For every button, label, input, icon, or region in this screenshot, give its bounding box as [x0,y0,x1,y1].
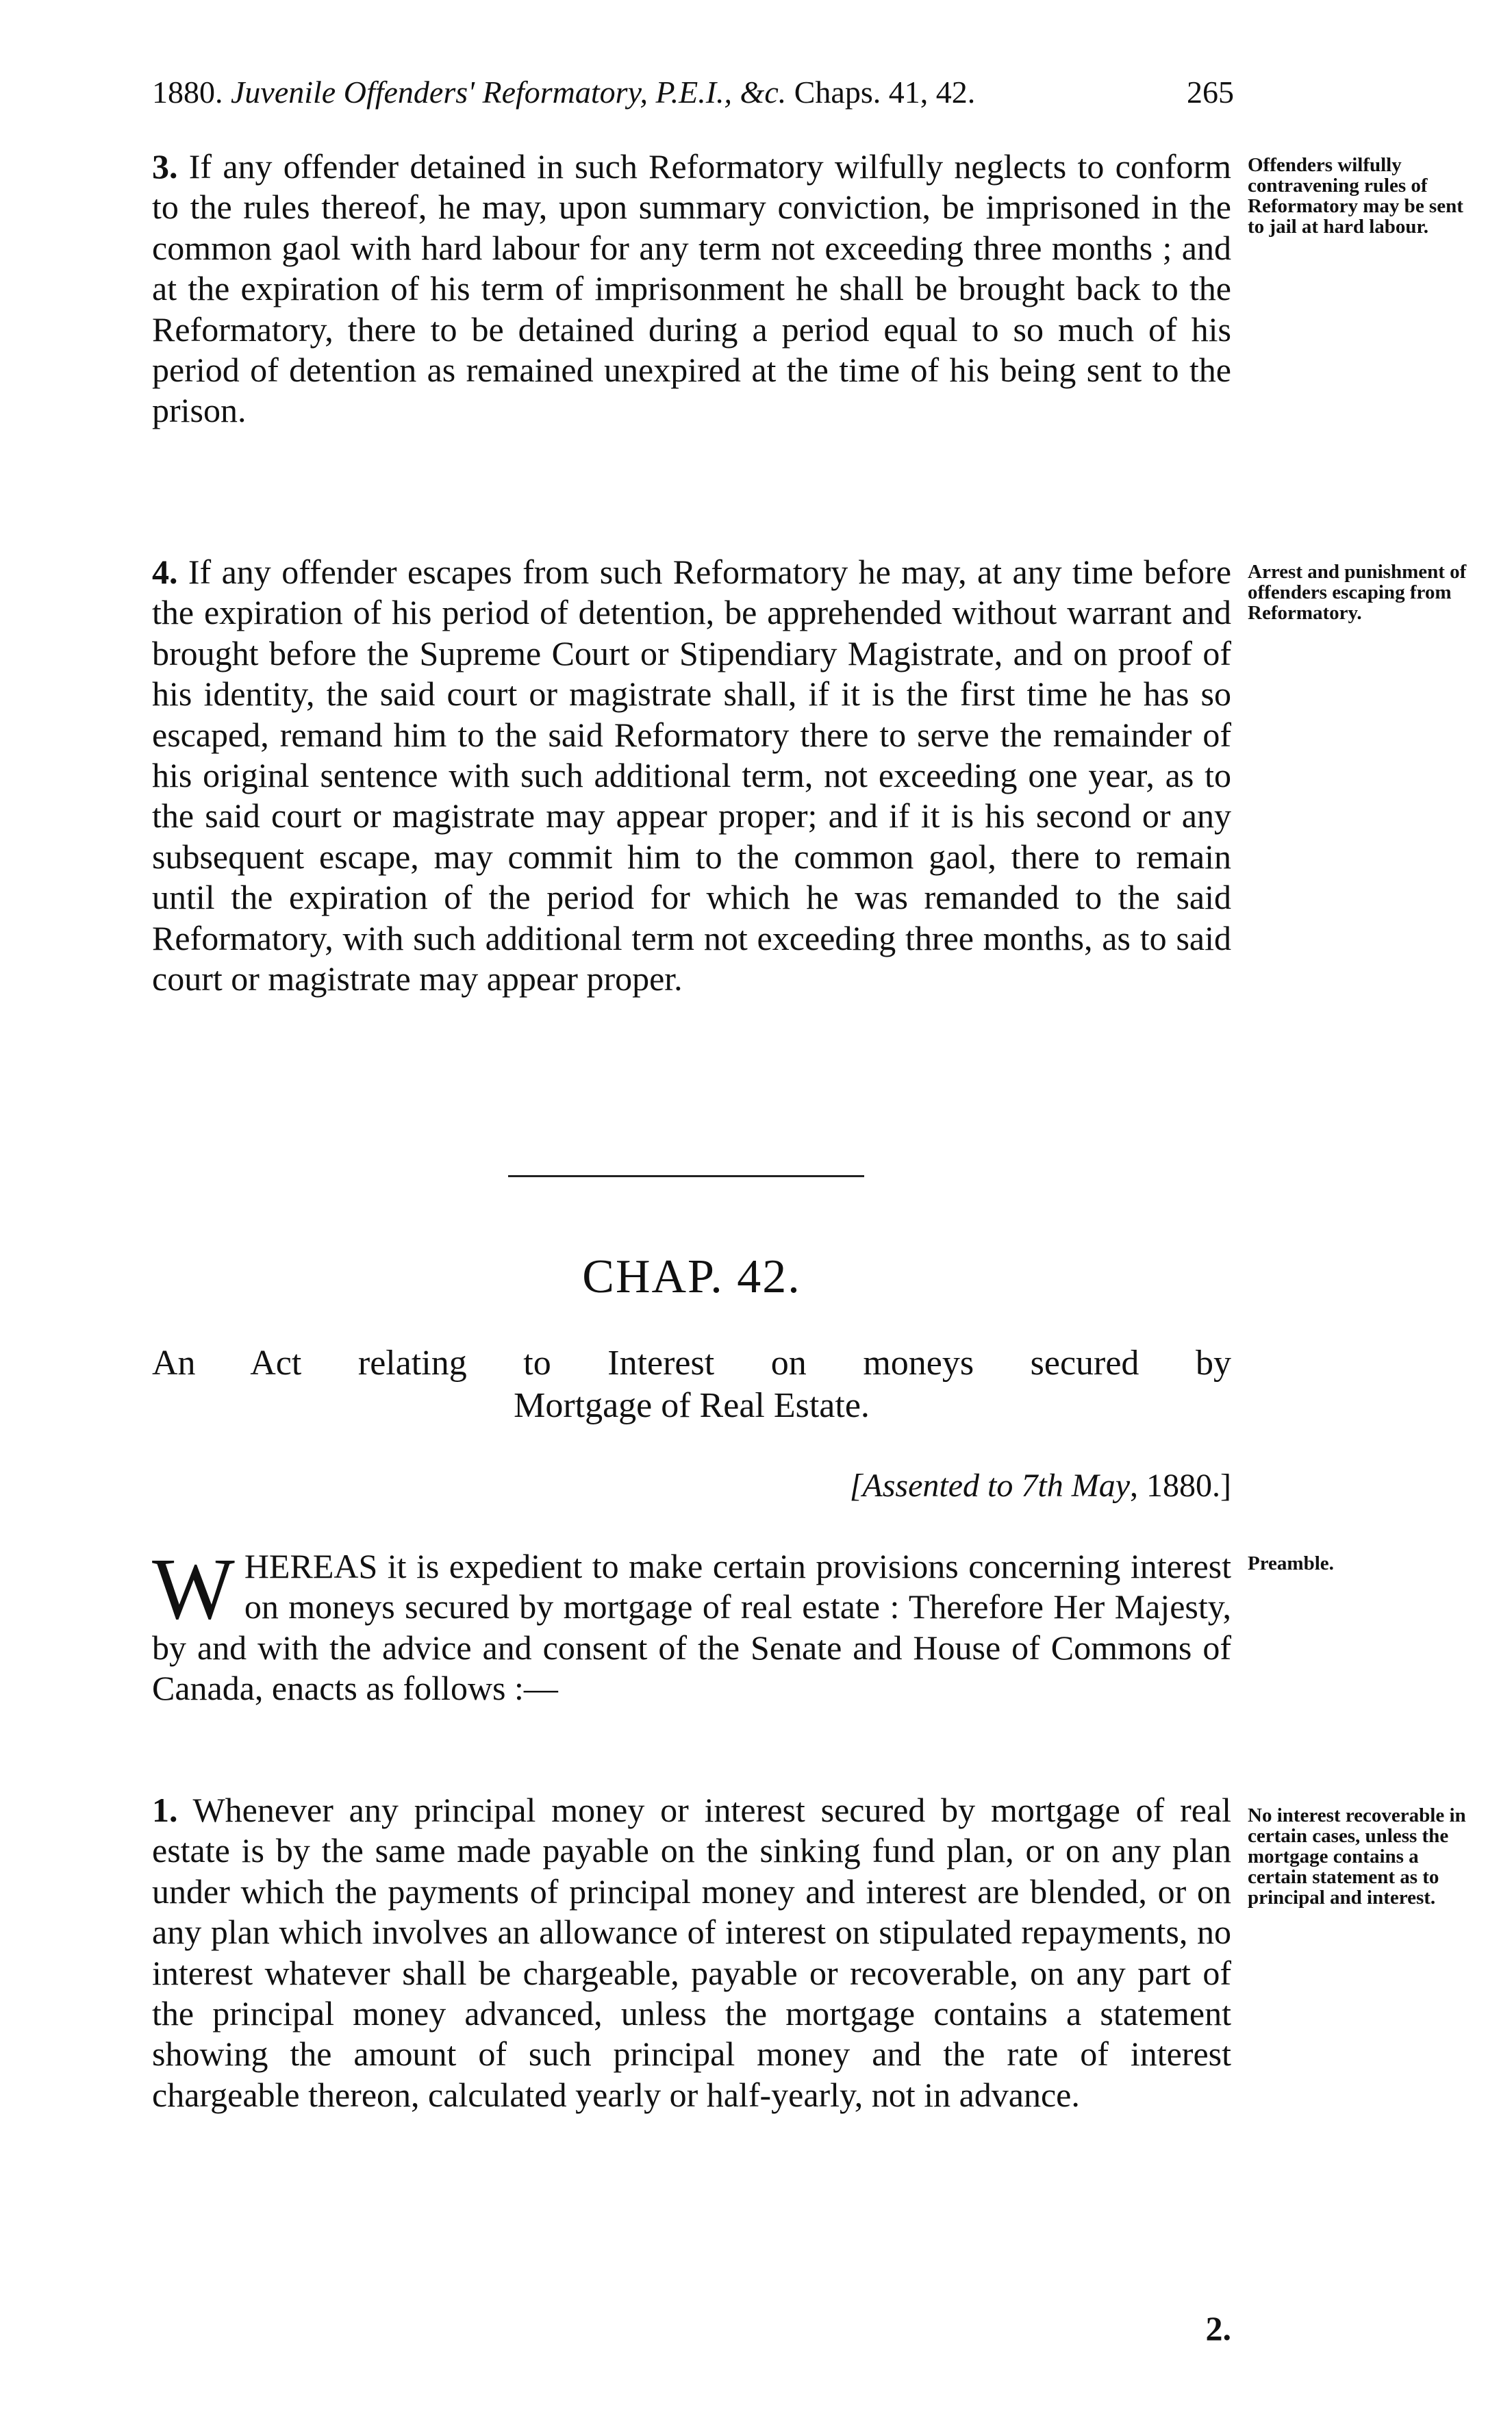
chapter-title [152,1342,1231,1427]
chapter-title-line-1: An Act relating to Interest on moneys secured by [152,1344,1231,1383]
header-year: 1880. [152,75,223,110]
header-title: Juvenile Offenders' Reformatory, P.E.I., &c. [231,75,787,110]
page-number: 265 [1187,75,1234,110]
chap42-section-1 [152,1790,1231,2115]
catchword: 2. [1205,2309,1231,2348]
margin-note-chap42-section-1: No interest recoverable in certain cases, unless the mortgage contains a certain statement as to principal and interest. [1248,1804,1466,1909]
preamble-text: HEREAS it is expedient to make certain provisions concerning interest on moneys secured by mortgage of real estate : Therefore Her Majesty, by and with the advice and consent of the Senate and House of Commons of Canada, enacts as follows :— [152,1547,1231,1708]
margin-note-section-4: Arrest and punishment of offenders escaping from Reformatory. [1248,561,1467,624]
drop-cap: W [152,1540,235,1637]
assent-suffix: , 1880.] [1130,1468,1231,1504]
section-3 [152,147,1231,431]
section-number: 1. [152,1791,178,1829]
section-number: 3. [152,147,178,186]
section-text: If any offender detained in such Reformatory wilfully neglects to conform to the rules thereof, he may, upon summary conviction, be imprisoned in the common gaol with hard labour for any term not exceeding three months ; and at the expiration of his term of imprisonment he shall be brought back to the Reformatory, there to be detained during a period equal to so much of his period of detention as remained unexpired at the time of his being sent to the prison. [152,147,1232,430]
chapter-heading: CHAP. 42. [582,1250,801,1303]
header-chapters: Chaps. 41, 42. [794,75,976,110]
running-header-title [152,68,975,116]
section-text: Whenever any principal money or interest secured by mortgage of real estate is by the same made payable on the sinking fund plan, or on any plan under which the payments of principal money and interest are blended, or on any plan which involves an allowance of interest on stipulated repayments, no interest whatever shall be chargeable, payable or recoverable, on any part of the principal money advanced, unless the mortgage contains a statement showing the amount of such principal money and the rate of interest chargeable thereon, calculated yearly or half-yearly, not in advance. [152,1791,1231,2114]
preamble [152,1540,1231,1709]
running-header [152,68,1234,116]
section-4 [152,552,1231,999]
margin-note-section-3: Offenders wilfully contravening rules of Reformatory may be sent to jail at hard labour. [1248,154,1463,238]
assent-prefix: [Assented to [849,1468,1022,1504]
chapter-title-line-2: Mortgage of Real Estate. [514,1386,870,1425]
section-number: 4. [152,553,178,591]
chapter-divider-rule [508,1175,864,1177]
margin-note-preamble: Preamble. [1248,1552,1334,1574]
assent-date: 7th May [1021,1468,1131,1504]
section-text: If any offender escapes from such Reformatory he may, at any time before the expiration of his period of detention, be apprehended without warrant and brought before the Supreme Court or Stipendiary Magistrate, and on proof of his identity, the said court or magistrate shall, if it is the first time he has so escaped, remand him to the said Reformatory there to serve the remainder of his original sentence with such additional term, not exceeding one year, as to the said court or magistrate may appear proper; and if it is his second or any subsequent escape, may commit him to the common gaol, there to remain until the expiration of the period for which he was remanded to the said Reformatory, with such additional term not exceeding three months, as to said court or magistrate may appear proper. [152,553,1232,998]
assent-line [850,1465,1231,1507]
